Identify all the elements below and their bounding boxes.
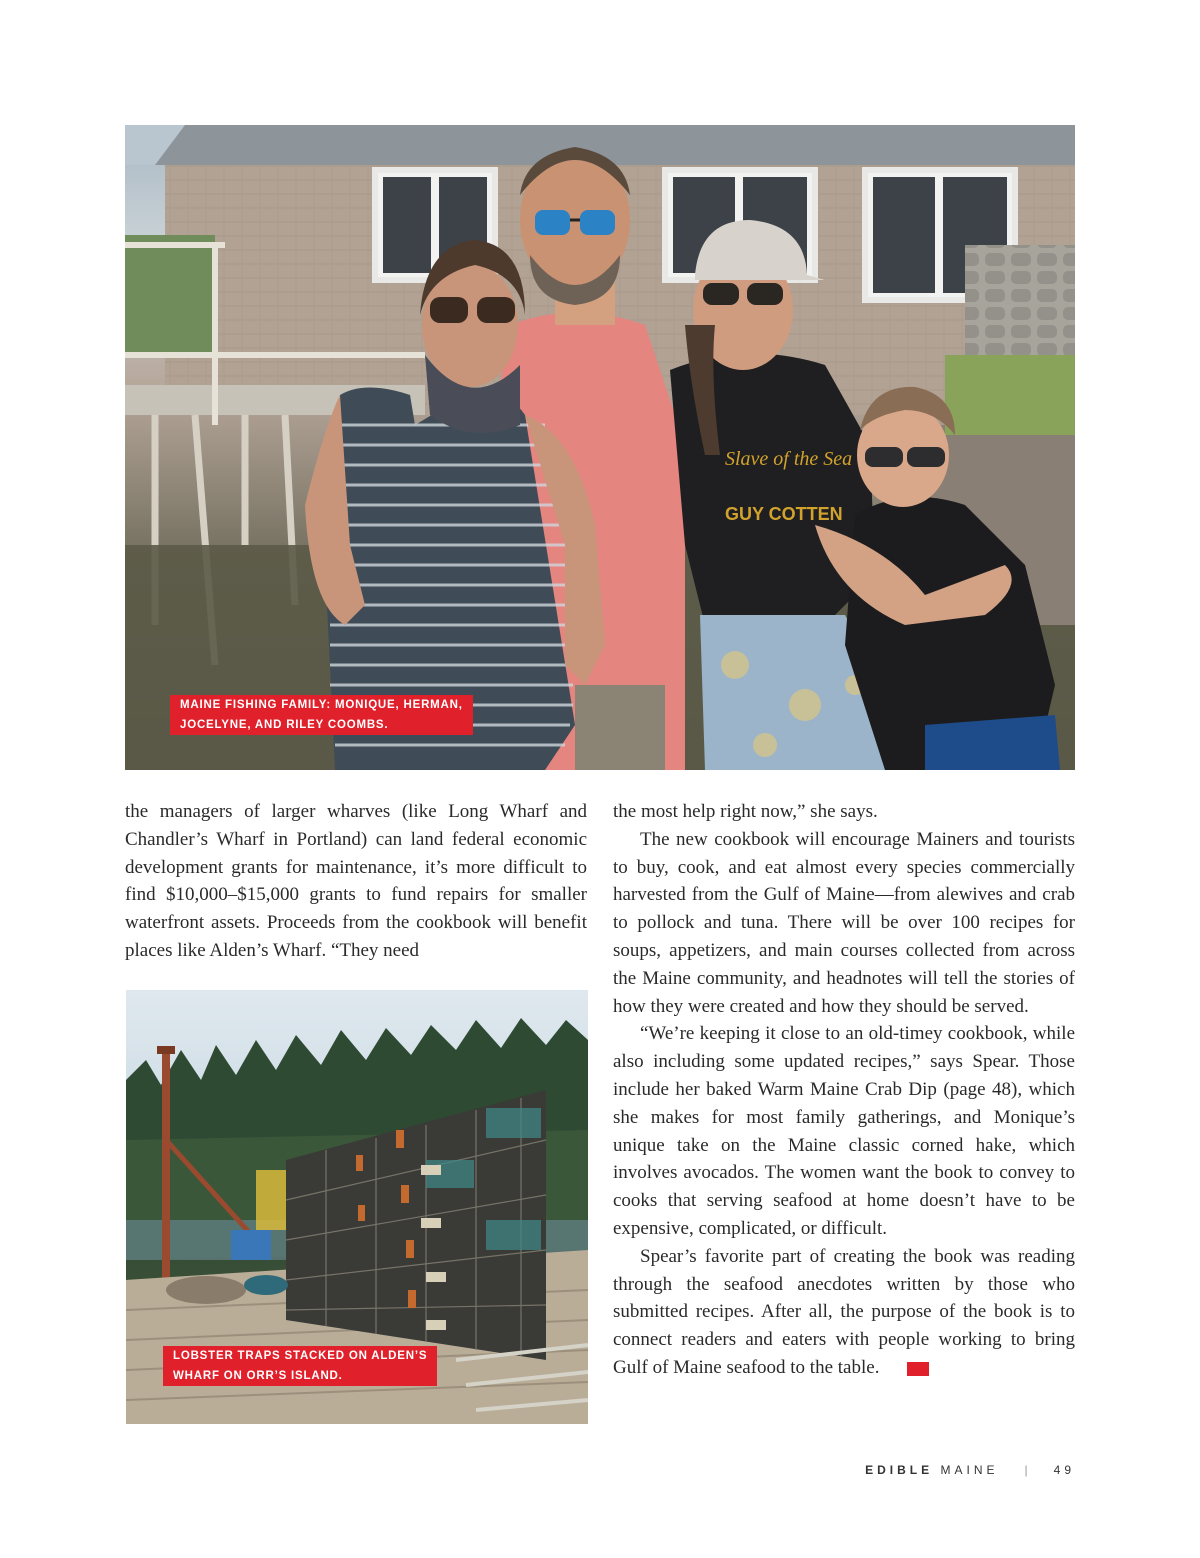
svg-text:Slave of the Sea: Slave of the Sea xyxy=(725,448,853,470)
article-column-right xyxy=(613,798,1075,1382)
family-photo-caption xyxy=(170,695,473,735)
footer-brand: EDIBLE xyxy=(865,1463,934,1477)
lobster-traps-photo xyxy=(126,990,588,1424)
page-footer xyxy=(865,1463,1075,1477)
family-photo-illustration xyxy=(125,125,1075,770)
traps-photo-caption-line2: WHARF ON ORR’S ISLAND. xyxy=(173,1370,343,1382)
article-paragraph-last xyxy=(613,1243,1075,1382)
article-paragraph: The new cookbook will encourage Mainers and tourists to buy, cook, and eat almost every species commercially harvested from the Gulf of Maine—from alewives and crab to pollock and tuna. There will be over 100 recipes for soups, appetizers, and main courses collected from across the Maine community, and headnotes will tell the stories of how they were created and how they should be served. xyxy=(613,828,1075,1017)
traps-photo-caption xyxy=(163,1346,437,1386)
footer-magazine: MAINE xyxy=(940,1463,999,1477)
svg-text:GUY COTTEN: GUY COTTEN xyxy=(725,504,843,524)
article-paragraph: “We’re keeping it close to an old-timey cookbook, while also including some updated recipes,” says Spear. Those include her baked Warm Maine Crab Dip (page 48), which she makes for most family gatherings, and Monique’s unique take on the Maine classic corned hake, which involves avocados. The women want the book to convey to cooks that serving seafood at home doesn’t have to be expensive, complicated, or difficult. xyxy=(613,1023,1075,1239)
article-paragraph-text: Spear’s favorite part of creating the book was reading through the seafood anecdotes written by those who submitted recipes. After all, the purpose of the book is to connect readers and eaters with people working to bring Gulf of Maine seafood to the table. xyxy=(613,1245,1075,1378)
article-column-left xyxy=(125,798,587,965)
family-photo xyxy=(125,125,1075,770)
edible-maine-end-mark: EM xyxy=(907,1362,929,1376)
footer-separator: | xyxy=(1024,1463,1032,1477)
family-photo-caption-line2: JOCELYNE, AND RILEY COOMBS. xyxy=(180,719,389,731)
traps-photo-caption-line1: LOBSTER TRAPS STACKED ON ALDEN’S xyxy=(173,1350,428,1362)
family-photo-caption-line1: MAINE FISHING FAMILY: MONIQUE, HERMAN, xyxy=(180,699,463,711)
article-paragraph: the managers of larger wharves (like Long Wharf and Chandler’s Wharf in Portland) can land federal economic development grants for maintenance, it’s more difficult to find $10,000–$15,000 grants to fund repairs for smaller waterfront assets. Proceeds from the cookbook will benefit places like Alden’s Wharf. “They need xyxy=(125,801,587,961)
page-number: 49 xyxy=(1053,1463,1075,1477)
article-paragraph: the most help right now,” she says. xyxy=(613,801,878,822)
